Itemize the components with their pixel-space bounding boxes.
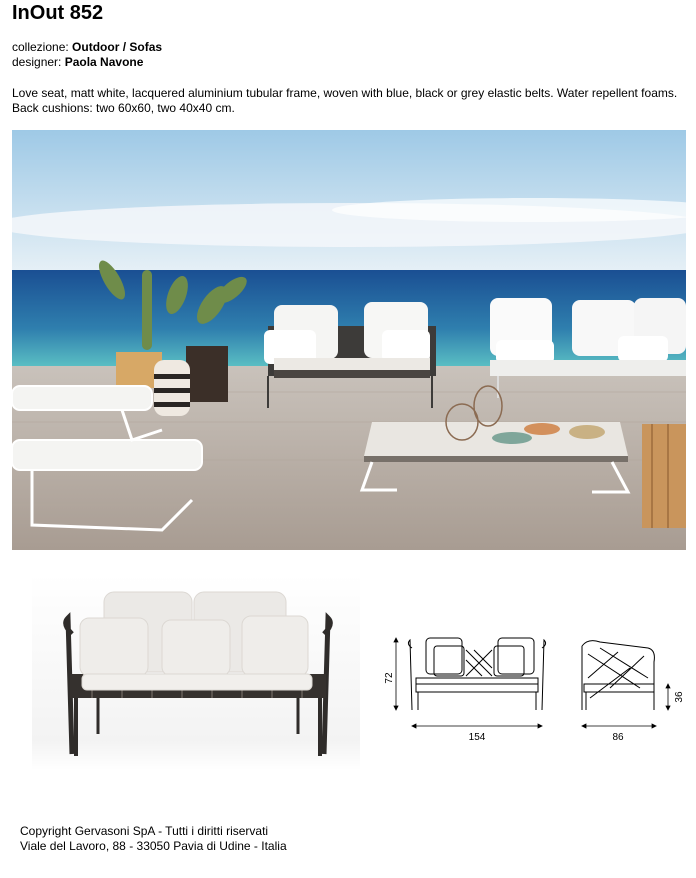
designer-value: Paola Navone [64, 55, 144, 69]
collection-line [12, 40, 162, 55]
footer [20, 824, 287, 854]
hero-photo [12, 130, 686, 550]
depth-dimension: 86 [612, 732, 624, 743]
collection-label: collezione: [12, 40, 73, 54]
seat-height-dimension: 36 [674, 691, 685, 703]
product-photo [32, 574, 360, 770]
height-dimension: 72 [384, 672, 395, 684]
designer-label: designer: [12, 55, 65, 69]
copyright-line: Copyright Gervasoni SpA - Tutti i diritti riservati [20, 824, 269, 838]
address-line: Viale del Lavoro, 88 - 33050 Pavia di Udine - Italia [20, 839, 287, 853]
product-description: Love seat, matt white, lacquered aluminium tubular frame, woven with blue, black or grey elastic belts. Water repellent foams. Back cushions: two 60x60, two 40x40 cm. [12, 86, 678, 115]
product-title: InOut 852 [12, 2, 104, 24]
designer-line [12, 55, 143, 70]
width-dimension: 154 [468, 732, 486, 743]
front-view-drawing [382, 628, 552, 746]
collection-value: Outdoor / Sofas [72, 40, 163, 54]
side-view-drawing [570, 628, 690, 746]
